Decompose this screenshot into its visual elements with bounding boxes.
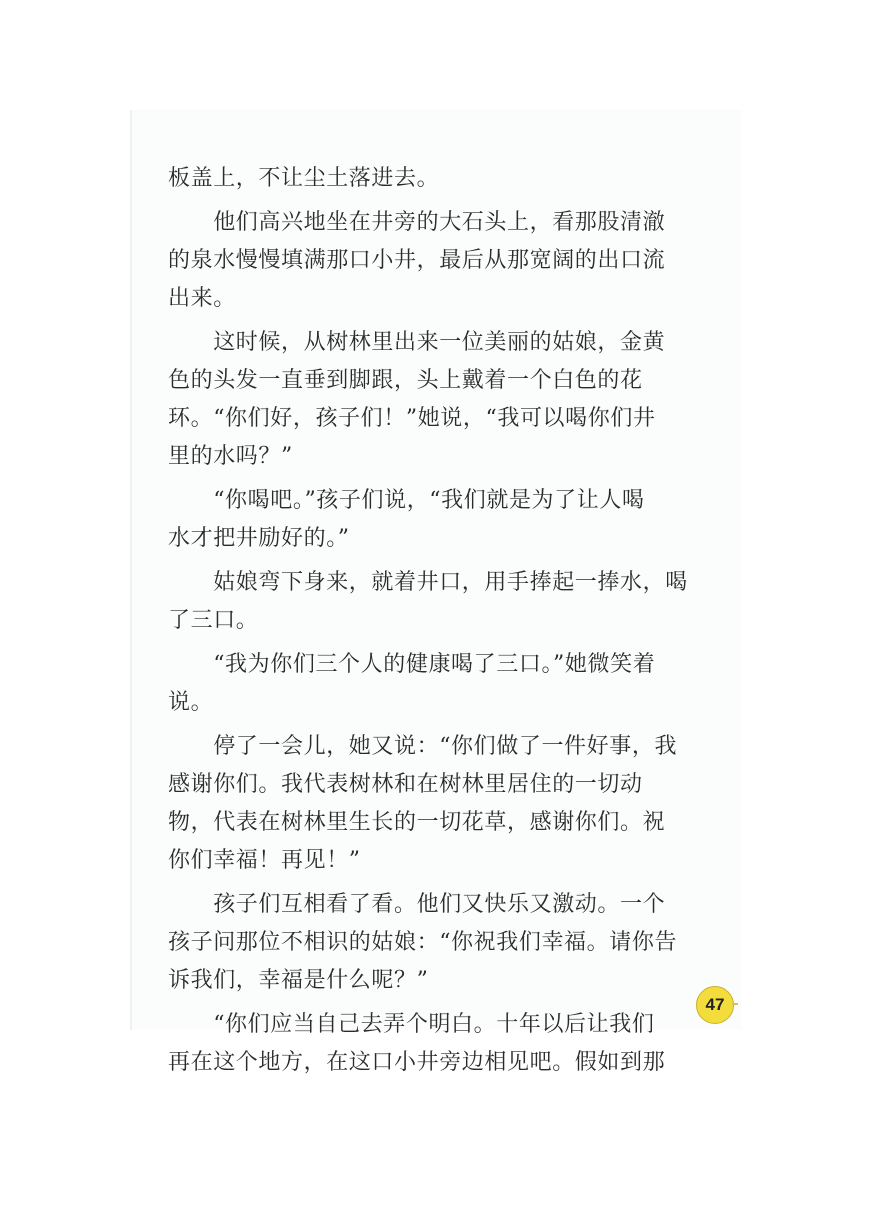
text-line: “你们应当自己去弄个明白。十年以后让我们 <box>168 1012 655 1037</box>
text-line: 你们幸福！再见！” <box>168 848 361 873</box>
page-number-tick <box>732 1003 738 1005</box>
text-line: 停了一会儿，她又说：“你们做了一件好事，我 <box>168 734 678 759</box>
text-line: “你喝吧。”孩子们说，“我们就是为了让人喝 <box>168 488 645 513</box>
text-line: 孩子问那位不相识的姑娘：“你祝我们幸福。请你告 <box>168 930 678 955</box>
text-line: 环。“你们好，孩子们！”她说，“我可以喝你们井 <box>168 406 656 431</box>
text-line: 色的头发一直垂到脚跟，头上戴着一个白色的花 <box>168 368 643 393</box>
text-line: 感谢你们。我代表树林和在树林里居住的一切动 <box>168 772 643 797</box>
text-line: 物，代表在树林里生长的一切花草，感谢你们。祝 <box>168 810 666 835</box>
text-line: 孩子们互相看了看。他们又快乐又激动。一个 <box>168 892 666 917</box>
text-line: 的泉水慢慢填满那口小井，最后从那宽阔的出口流 <box>168 248 666 273</box>
text-line: 说。 <box>168 690 214 715</box>
text-line: 出来。 <box>168 286 236 311</box>
text-line: 这时候，从树林里出来一位美丽的姑娘，金黄 <box>168 330 666 355</box>
text-line: 水才把井励好的。” <box>168 526 350 551</box>
text-line: 他们高兴地坐在井旁的大石头上，看那股清澈 <box>168 210 666 235</box>
text-line: 板盖上，不让尘土落进去。 <box>168 166 440 191</box>
text-line: 里的水吗？” <box>168 444 293 469</box>
page-number: 47 <box>696 986 734 1024</box>
story-text <box>168 160 696 1082</box>
text-line: 再在这个地方，在这口小井旁边相见吧。假如到那 <box>168 1050 666 1075</box>
text-line: “我为你们三个人的健康喝了三口。”她微笑着 <box>168 652 656 677</box>
text-line: 诉我们，幸福是什么呢？” <box>168 968 429 993</box>
text-line: 姑娘弯下身来，就着井口，用手捧起一捧水，喝 <box>168 570 688 595</box>
text-line: 了三口。 <box>168 608 259 633</box>
